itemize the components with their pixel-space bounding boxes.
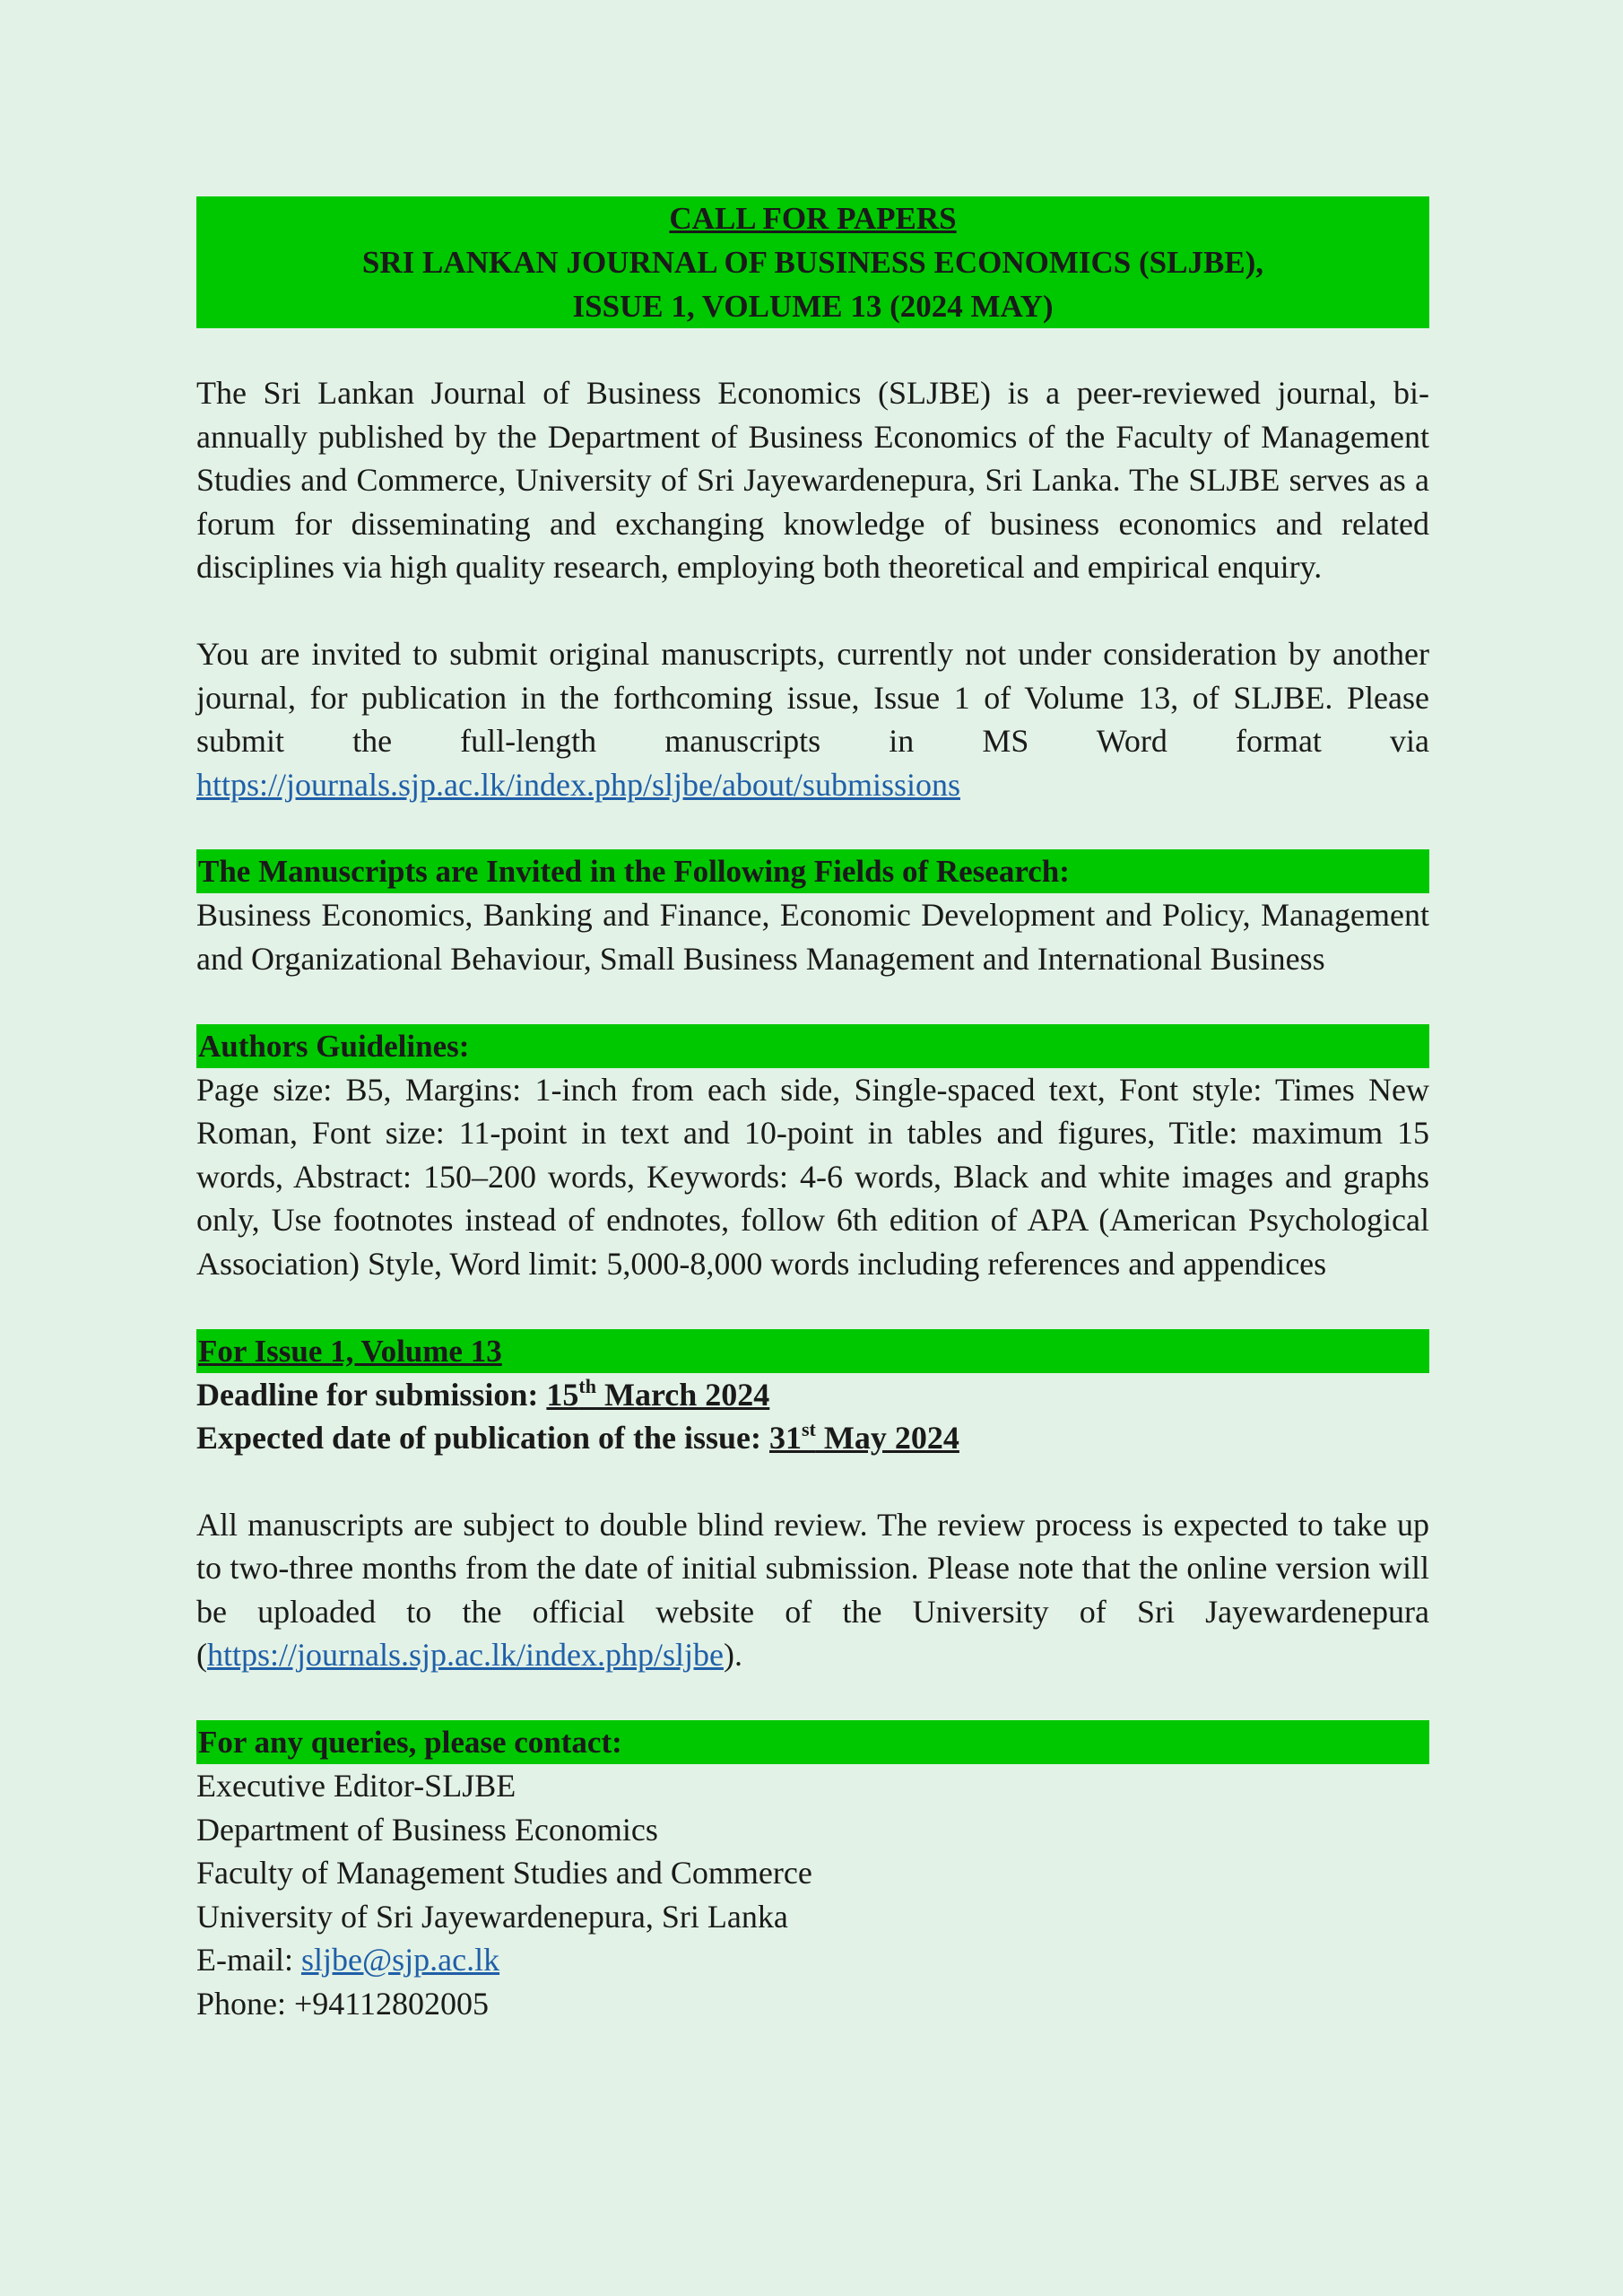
deadline-suffix: th xyxy=(578,1374,596,1397)
fields-heading: The Manuscripts are Invited in the Following Fields of Research: xyxy=(196,849,1429,893)
deadline-label: Deadline for submission: xyxy=(196,1376,547,1413)
publication-date xyxy=(769,1420,959,1456)
contact-line-editor: Executive Editor-SLJBE xyxy=(196,1768,516,1805)
email-label: E-mail: xyxy=(196,1942,301,1979)
journal-link[interactable]: https://journals.sjp.ac.lk/index.php/sljbe xyxy=(207,1637,724,1674)
contact-line-faculty: Faculty of Management Studies and Commerce xyxy=(196,1855,812,1892)
submission-link[interactable]: https://journals.sjp.ac.lk/index.php/sljbe/about/submissions xyxy=(196,766,960,803)
email-link[interactable]: sljbe@sjp.ac.lk xyxy=(300,1942,500,1979)
contact-line-university: University of Sri Jayewardenepura, Sri Lanka xyxy=(196,1898,788,1935)
document-content xyxy=(196,196,1429,2026)
publication-day: 31 xyxy=(769,1420,802,1457)
publication-suffix: st xyxy=(802,1418,816,1441)
contact-heading: For any queries, please contact: xyxy=(196,1720,1429,1764)
deadline-day: 15 xyxy=(546,1376,579,1413)
title-line-1: CALL FOR PAPERS xyxy=(669,201,957,236)
issue-heading xyxy=(196,1329,1429,1373)
contact-line-department: Department of Business Economics xyxy=(196,1811,658,1848)
contact-phone: Phone: +94112802005 xyxy=(196,1986,489,2022)
invitation-text: You are invited to submit original manuscripts, currently not under consideration by another journal, for publication in the forthcoming issue, Issue 1 of Volume 13, of SLJBE. Please submit the full-length manuscripts in MS Word format via xyxy=(196,635,1429,760)
intro-paragraph: The Sri Lankan Journal of Business Economics (SLJBE) is a peer-reviewed journal, bi-annually published by the Department of Business Economics of the Faculty of Management Studies and Commerce, University of Sri Jayewardenepura, Sri Lanka. The SLJBE serves as a forum for disseminating and exchanging knowledge of business economics and related disciplines via high quality research, employing both theoretical and empirical enquiry. xyxy=(196,375,1429,586)
deadline-date xyxy=(546,1374,770,1413)
deadline-line xyxy=(196,1373,1429,1417)
title-line-2: SRI LANKAN JOURNAL OF BUSINESS ECONOMICS (SLJBE), xyxy=(361,245,1264,280)
deadline-month-year: March 2024 xyxy=(595,1376,770,1413)
contact-email-line xyxy=(196,1938,1429,1982)
publication-line xyxy=(196,1416,1429,1460)
publication-month-year: May 2024 xyxy=(815,1420,959,1457)
guidelines-heading: Authors Guidelines: xyxy=(196,1024,1429,1068)
issue-heading-text: For Issue 1, Volume 13 xyxy=(198,1333,502,1369)
fields-text: Business Economics, Banking and Finance, Economic Development and Policy, Management and Organizational Behaviour, Small Business Management and International Business xyxy=(196,897,1429,977)
review-paragraph xyxy=(196,1503,1429,1677)
invitation-paragraph xyxy=(196,632,1429,806)
publication-label: Expected date of publication of the issue: xyxy=(196,1420,769,1457)
title-banner xyxy=(196,196,1429,328)
title-line-3: ISSUE 1, VOLUME 13 (2024 MAY) xyxy=(572,289,1054,324)
guidelines-text: Page size: B5, Margins: 1-inch from each side, Single-spaced text, Font style: Times New Roman, Font size: 11-point in text and 10-point in tables and figures, Title: maximum 15 words, Abstract: 150–200 words, Keywords: 4-6 words, Black and white images and graphs only, Use footnotes instead of endnotes, follow 6th edition of APA (American Psychological Association) Style, Word limit: 5,000-8,000 words including references and appendices xyxy=(196,1071,1429,1282)
review-text-end: ). xyxy=(723,1637,742,1674)
review-text: All manuscripts are subject to double blind review. The review process is expected to take up to two-three months from the date of initial submission. Please note that the online version will be uploaded to the official website of the University of Sri Jayewardenepura ( xyxy=(196,1506,1429,1674)
